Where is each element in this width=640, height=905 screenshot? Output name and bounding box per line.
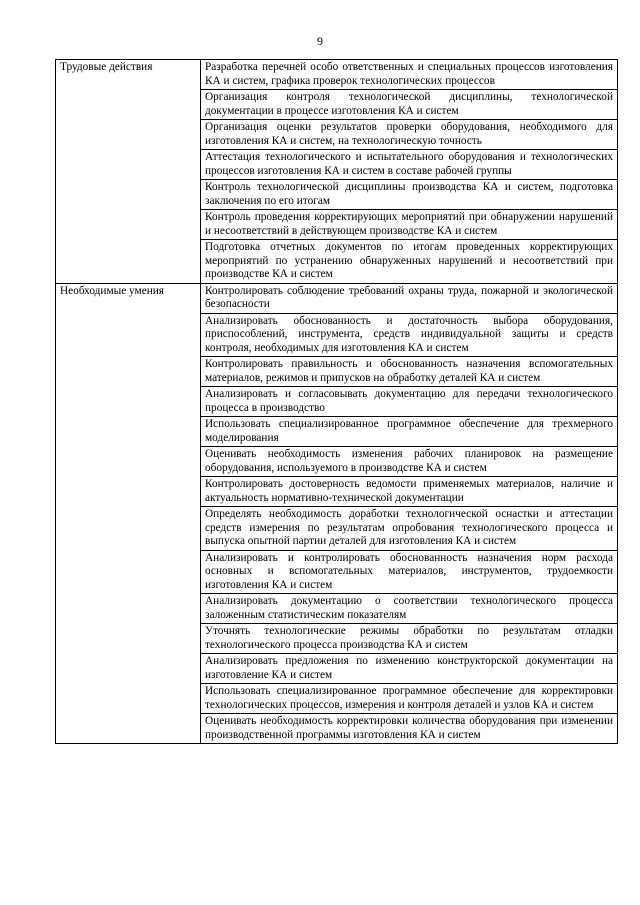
section-item: Контролировать правильность и обоснованность назначения вспомогательных материалов, режимов и припусков на обработку деталей КА и систем (201, 357, 618, 387)
table-row (56, 60, 618, 90)
section-item: Анализировать и контролировать обоснованность назначения норм расхода основных и вспомогательных материалов, инструментов, трудоемкости изготовления КА и систем (201, 550, 618, 594)
table-row (56, 283, 618, 313)
section-item: Использовать специализированное программное обеспечение для трехмерного моделирования (201, 417, 618, 447)
page-number: 9 (317, 34, 323, 48)
section-item: Организация оценки результатов проверки оборудования, необходимого для изготовления КА и систем, на технологическую точность (201, 120, 618, 150)
section-item: Оценивать необходимость корректировки количества оборудования при изменении производственной программы изготовления КА и систем (201, 714, 618, 744)
section-item: Анализировать обоснованность и достаточность выбора оборудования, приспособлений, инструмента, средств индивидуальной защиты и средств контроля, необходимых для изготовления КА и систем (201, 313, 618, 357)
section-item: Аттестация технологического и испытательного оборудования и технологических процессов изготовления КА и систем в составе рабочей группы (201, 150, 618, 180)
section-item: Организация контроля технологической дисциплины, технологической документации в процессе изготовления КА и систем (201, 90, 618, 120)
section-item: Использовать специализированное программное обеспечение для корректировки технологических процессов, измерения и контроля деталей и узлов КА и систем (201, 684, 618, 714)
section-item: Определять необходимость доработки технологической оснастки и аттестации средств измерения по результатам опробования технологического процесса и выпуска опытной партии деталей для изготовления КА и систем (201, 507, 618, 551)
section-item: Уточнять технологические режимы обработки по результатам отладки технологического процесса производства КА и систем (201, 624, 618, 654)
section-item: Анализировать документацию о соответствии технологического процесса заложенным статистическим показателям (201, 594, 618, 624)
section-item: Разработка перечней особо ответственных и специальных процессов изготовления КА и систем, графика проверок технологических процессов (201, 60, 618, 90)
section-item: Подготовка отчетных документов по итогам проведенных корректирующих мероприятий по устранению обнаруженных нарушений и несоответствий при производстве КА и систем (201, 240, 618, 284)
section-item: Контролировать достоверность ведомости применяемых материалов, наличие и актуальность нормативно-технической документации (201, 477, 618, 507)
section-label: Необходимые умения (56, 283, 201, 744)
section-item: Контролировать соблюдение требований охраны труда, пожарной и экологической безопасности (201, 283, 618, 313)
section-label: Трудовые действия (56, 60, 201, 284)
requirements-table-body (56, 60, 618, 744)
section-item: Оценивать необходимость изменения рабочих планировок на размещение оборудования, используемого в производстве КА и систем (201, 447, 618, 477)
section-item: Анализировать и согласовывать документацию для передачи технологического процесса в производство (201, 387, 618, 417)
section-item: Контроль технологической дисциплины производства КА и систем, подготовка заключения по его итогам (201, 180, 618, 210)
section-item: Контроль проведения корректирующих мероприятий при обнаружении нарушений и несоответствий в действующем производстве КА и систем (201, 210, 618, 240)
section-item: Анализировать предложения по изменению конструкторской документации на изготовление КА и систем (201, 654, 618, 684)
requirements-table (55, 59, 618, 744)
